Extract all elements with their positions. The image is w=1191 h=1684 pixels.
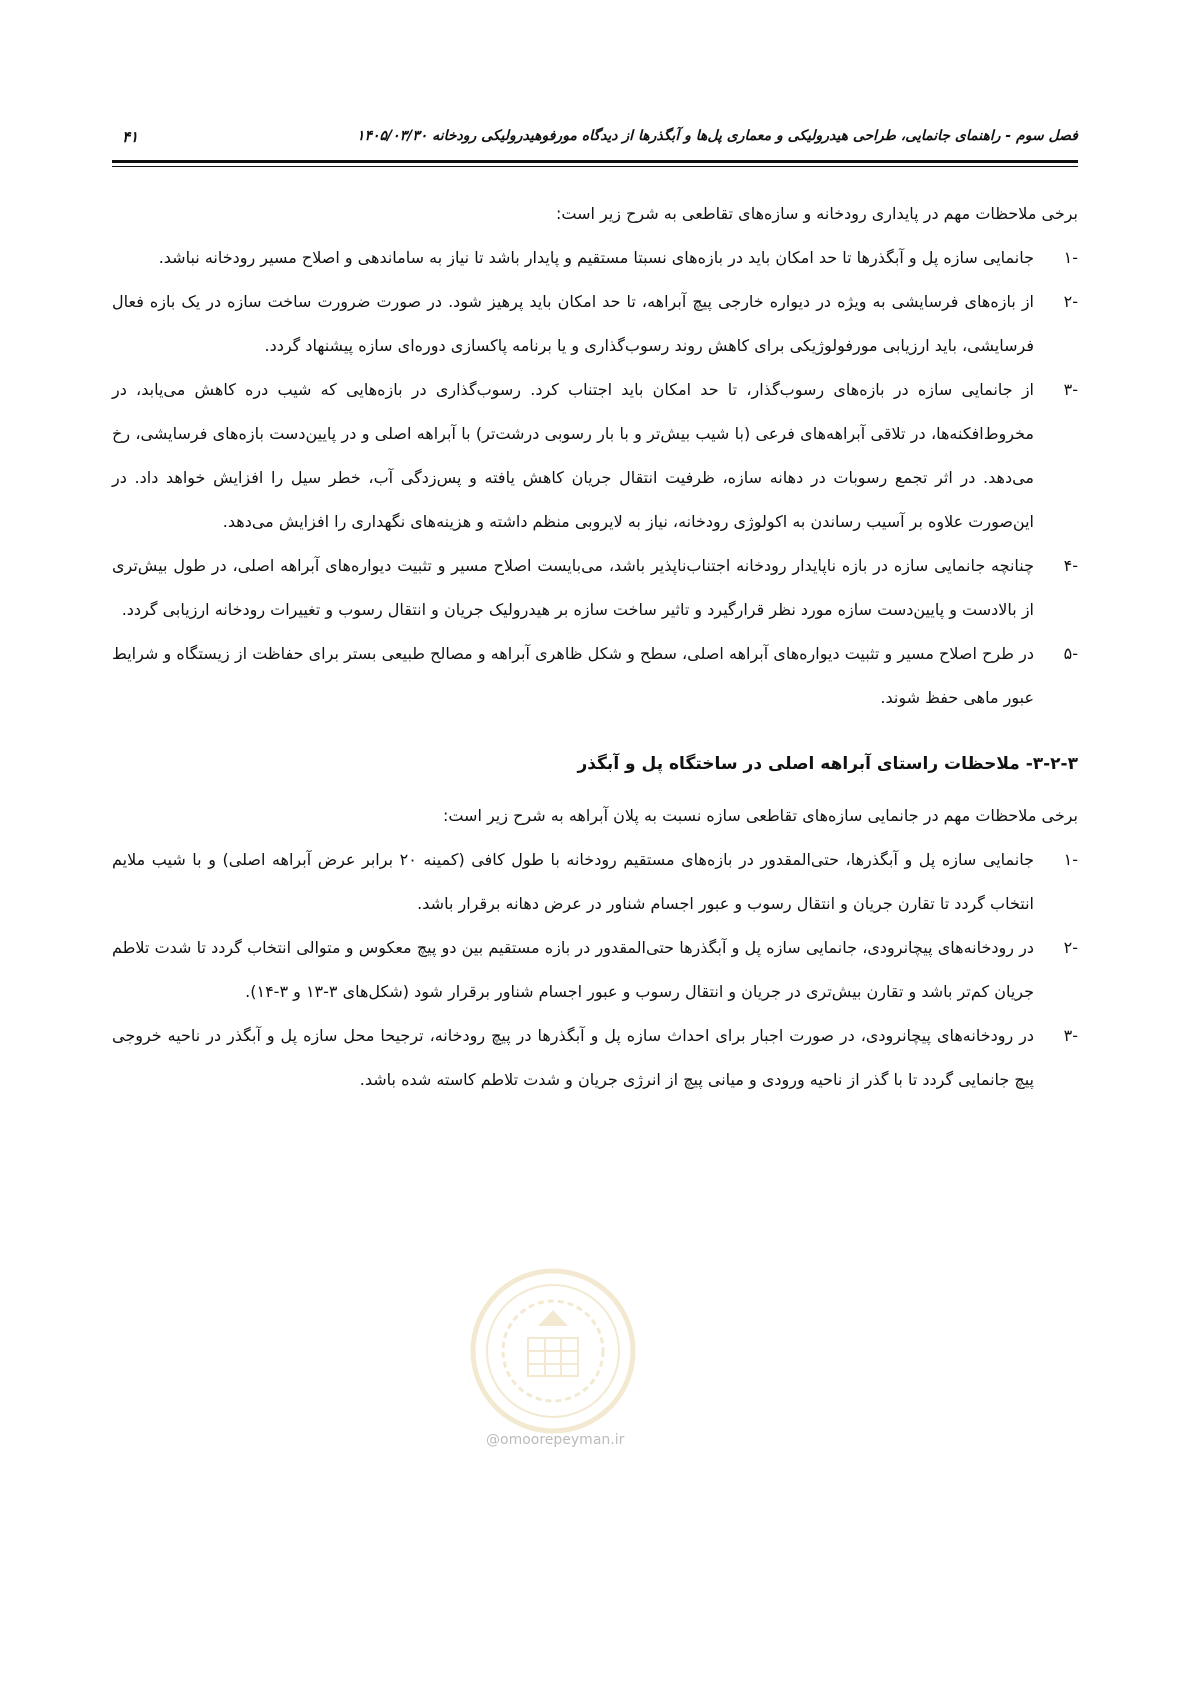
item-number: -۲ [1063,292,1078,311]
item-text: از بازه‌های فرسایشی به ویژه در دیواره خارجی پیچ آبراهه، تا حد امکان باید پرهیز شود. در صورت ضرورت ساخت سازه در یک بازه فعال فرسایشی، باید ارزیابی مورفولوژیکی برای کاهش روند رسوب‌گذاری و یا برنامه پاکسازی دوره‌ای سازه پیشنهاد گردد. [112,292,1034,355]
list-item [112,544,1078,632]
item-text: جانمایی سازه پل و آبگذرها تا حد امکان باید در بازه‌های نسبتا مستقیم و پایدار باشد تا نیاز به ساماندهی و اصلاح مسیر رودخانه نباشد. [158,248,1034,267]
section2-intro: برخی ملاحظات مهم در جانمایی سازه‌های تقاطعی سازه نسبت به پلان آبراهه به شرح زیر است: [442,806,1078,825]
item-text: جانمایی سازه پل و آبگذرها، حتی‌المقدور در بازه‌های مستقیم رودخانه با طول کافی (کمینه ۲۰ برابر عرض آبراهه اصلی) و با شیب ملایم انتخاب گردد تا تقارن جریان و انتقال رسوب و عبور اجسام شناور در عرض دهانه برقرار باشد. [112,850,1034,913]
item-text: در رودخانه‌های پیچانرودی، در صورت اجبار برای احداث سازه پل و آبگذرها در پیچ رودخانه، ترجیحا محل سازه پل و آبگذر در ناحیه خروجی پیچ جانمایی گردد تا با گذر از ناحیه ورودی و میانی پیچ از انرژی جریان و شدت تلاطم کاسته شده باشد. [112,1026,1034,1089]
section-heading: ۳-۲-۳- ملاحظات راستای آبراهه اصلی در ساختگاه پل و آبگذر [577,754,1078,774]
section1-intro: برخی ملاحظات مهم در پایداری رودخانه و سازه‌های تقاطعی به شرح زیر است: [555,204,1078,223]
list-item [112,632,1078,720]
chapter-title: فصل سوم - راهنمای جانمایی، طراحی هیدرولیکی و معماری پل‌ها و آبگذرها از دیدگاه مورفوهیدرولیکی رودخانه ۱۴۰۵/۰۳/۳۰ [356,128,1078,144]
item-number: -۴ [1063,556,1078,575]
item-number: -۱ [1063,850,1078,869]
list-item [112,368,1078,544]
running-header [112,128,1078,150]
header-rule-thin [112,166,1078,167]
item-number: -۵ [1063,644,1078,663]
page-body [112,192,1078,1102]
section1-list [112,236,1078,720]
item-number: -۳ [1063,1026,1078,1045]
item-number: -۱ [1063,248,1078,267]
watermark-url: @omoorepeyman.ir [486,1432,625,1448]
item-text: در طرح اصلاح مسیر و تثبیت دیواره‌های آبراهه اصلی، سطح و شکل ظاهری آبراهه و مصالح طبیعی بستر برای حفاظت از زیستگاه و شرایط عبور ماهی حفظ شوند. [112,644,1034,707]
list-item [112,280,1078,368]
list-item [112,236,1078,280]
item-text: از جانمایی سازه در بازه‌های رسوب‌گذار، تا حد امکان باید اجتناب کرد. رسوب‌گذاری در بازه‌هایی که شیب دره کاهش می‌یابد، در مخروط‌افکنه‌ها، در تلاقی آبراهه‌های فرعی (با شیب بیش‌تر و با بار رسوبی درشت‌تر) با آبراهه اصلی و در پایین‌دست بازه‌های فرسایشی، رخ می‌دهد. در اثر تجمع رسوبات در دهانه سازه، ظرفیت انتقال جریان کاهش یافته و پس‌زدگی آب، خطر سیل را افزایش خواهد داد. در این‌صورت علاوه بر آسیب رساندن به اکولوژی رودخانه، نیاز به لایروبی منظم داشته و هزینه‌های نگهداری را افزایش می‌دهد. [112,380,1034,531]
section2-list [112,838,1078,1102]
watermark-seal-icon [468,1266,638,1436]
page-number: ۴۱ [122,128,139,146]
item-text: چنانچه جانمایی سازه در بازه ناپایدار رودخانه اجتناب‌ناپذیر باشد، می‌بایست اصلاح مسیر و تثبیت دیواره‌های آبراهه اصلی، در طول بیش‌تری از بالادست و پایین‌دست سازه مورد نظر قرارگیرد و تاثیر ساخت سازه بر هیدرولیک جریان و انتقال رسوب و تغییرات رودخانه ارزیابی گردد. [112,556,1034,619]
header-rule-thick [112,160,1078,163]
item-number: -۳ [1063,380,1078,399]
item-text: در رودخانه‌های پیچانرودی، جانمایی سازه پل و آبگذرها حتی‌المقدور در بازه مستقیم بین دو پیچ معکوس و متوالی انتخاب گردد تا شدت تلاطم جریان کم‌تر باشد و تقارن بیش‌تری در جریان و انتقال رسوب و عبور اجسام شناور برقرار شود (شکل‌های ۳-۱۳ و ۳-۱۴). [112,938,1034,1001]
list-item [112,1014,1078,1102]
list-item [112,838,1078,926]
item-number: -۲ [1063,938,1078,957]
list-item [112,926,1078,1014]
